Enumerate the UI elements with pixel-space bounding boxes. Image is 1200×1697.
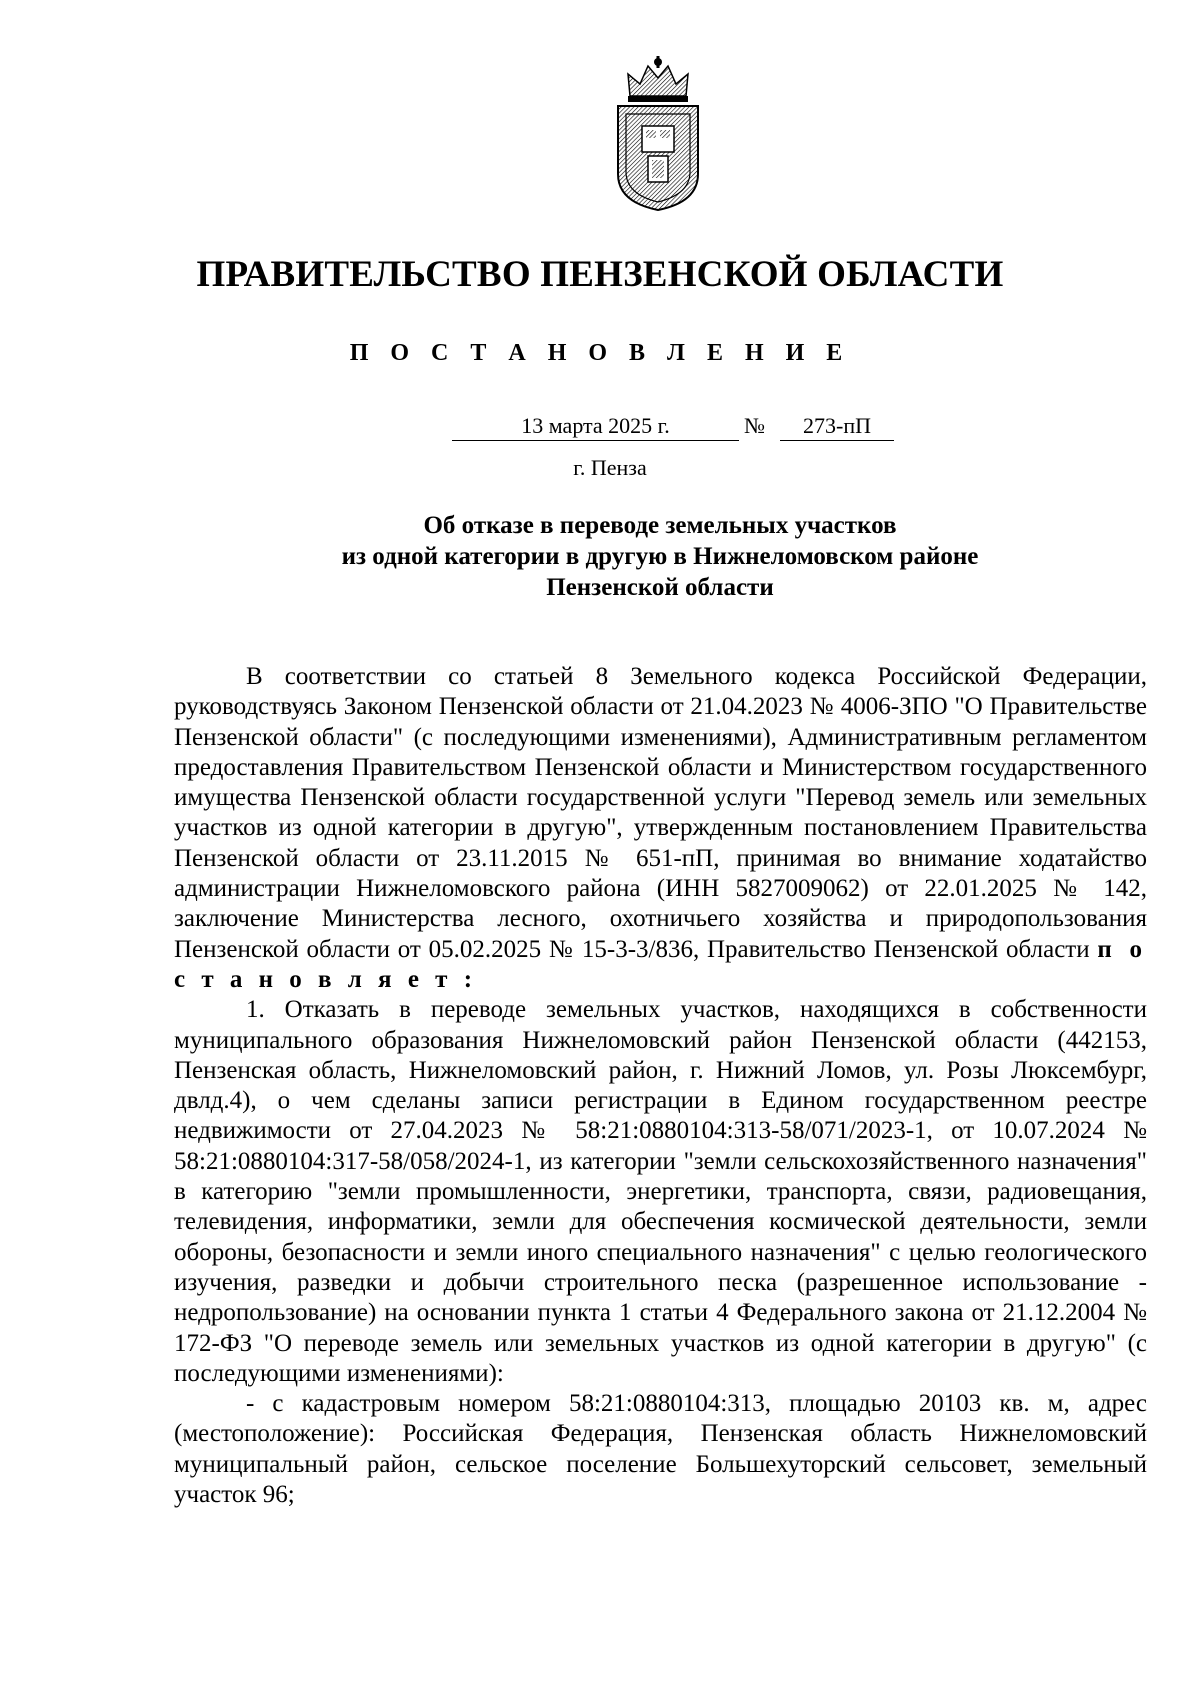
preamble-text: В соответствии со статьей 8 Земельного кодекса Российской Федерации, руководствуясь Законом Пензенской области от 21.04.2023 № 4006-ЗПО "О Правительстве Пензенской области" (с последующими изменениями), Административным регламентом предоставления Правительством Пензенской области и Министерством государственного имущества Пензенской области государственной услуги "Перевод земель или земельных участков из одной категории в другую", утвержденным постановлением Правительства Пензенской области от 23.11.2015 № 651-пП, принимая во внимание ходатайство администрации Нижнеломовского района (ИНН 5827009062) от 22.01.2025 № 142, заключение Министерства лесного, охотничьего хозяйства и природопользования Пензенской области от 05.02.2025 № 15-3-3/836, Правительство Пензенской области [174, 663, 1147, 963]
heading-line-1: Об отказе в переводе земельных участков [423, 512, 897, 539]
number-sign: № [744, 413, 765, 438]
heading-line-2: из одной категории в другую в Нижнеломовском районе [341, 543, 979, 570]
organization-title: ПРАВИТЕЛЬСТВО ПЕНЗЕНСКОЙ ОБЛАСТИ [196, 254, 1004, 295]
decides-word: п о с т а н о в л я е т : [174, 935, 1147, 993]
coat-of-arms-icon [608, 56, 708, 212]
document-date: 13 марта 2025 г. [452, 412, 739, 441]
heading-line-3: Пензенской области [546, 574, 774, 601]
item-1-paragraph: 1. Отказать в переводе земельных участков, находящихся в собственности муниципального образования Нижнеломовский район Пензенской области (442153, Пензенская область, Нижнеломовский район, г. Нижний Ломов, ул. Розы Люксембург, двлд.4), о чем сделаны записи регистрации в Едином государственном реестре недвижимости от 27.04.2023 № 58:21:0880104:313-58/071/2023-1, от 10.07.2024 № 58:21:0880104:317-58/058/2024-1, из категории "земли сельскохозяйственного назначения" в категорию "земли промышленности, энергетики, транспорта, связи, радиовещания, телевидения, информатики, земли для обеспечения космической деятельности, земли обороны, безопасности и земли иного специального назначения" с целью геологического изучения, разведки и добычи строительного песка (разрешенное использование - недропользование) на основании пункта 1 статьи 4 Федерального закона от 21.12.2004 № 172-ФЗ "О переводе земель или земельных участков из одной категории в другую" (с последующими изменениями): [174, 996, 1147, 1387]
city: г. Пенза [573, 455, 647, 480]
document-heading [0, 510, 1200, 603]
document-type: П О С Т А Н О В Л Е Н И Е [349, 340, 851, 366]
preamble-paragraph [174, 662, 1147, 995]
document-number: 273-пП [780, 412, 894, 441]
document-body [174, 662, 1147, 1510]
subitem-1-paragraph: - с кадастровым номером 58:21:0880104:313, площадью 20103 кв. м, адрес (местоположение): Российская Федерация, Пензенская область Нижнеломовский муниципальный район, сельское поселение Большехуторский сельсовет, земельный участок 96; [174, 1390, 1147, 1509]
